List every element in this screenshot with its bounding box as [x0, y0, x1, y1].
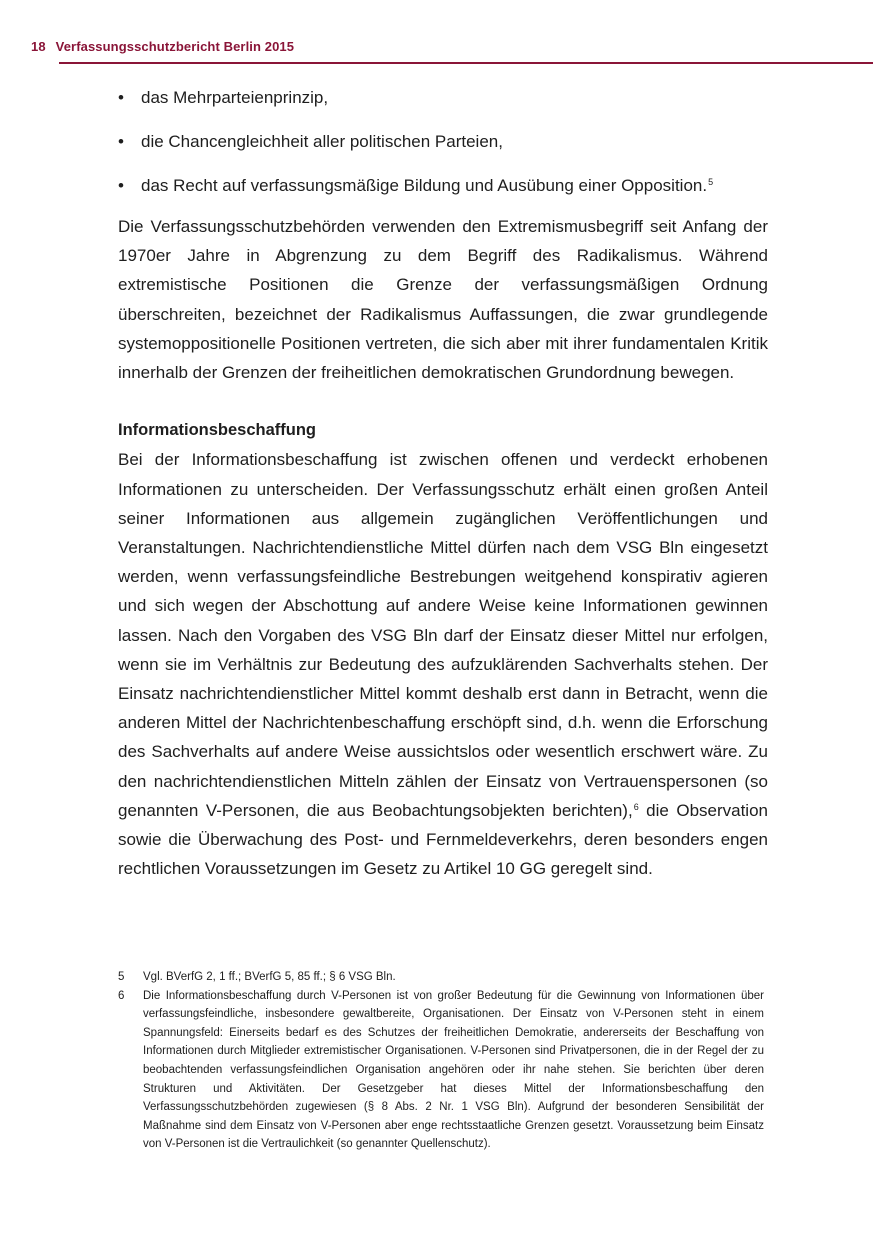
footnote-text: Die Informationsbeschaffung durch V-Personen ist von großer Bedeutung für die Gewinnung von Informationen über verfassungsfeindliche, insbesondere gewaltbereite, Organisationen. Der Einsatz von V-Personen steht in einem Spannungsfeld: Einerseits bedarf es des Schutzes der freiheitlichen Demokratie, andererseits der Beschaffung von Informationen durch Mitglieder extremistischer Organisationen. V-Personen sind Privatpersonen, die in der Regel der zu beobachtenden verfassungsfeindlichen Organisation angehören oder ihr nahe stehen. Sie berichten über deren Strukturen und Aktivitäten. Der Gesetzgeber hat dieses Mittel der Informationsbeschaffung den Verfassungsschutzbehörden zugewiesen (§ 8 Abs. 2 Nr. 1 VSG Bln). Aufgrund der besonderen Sensibilität der Maßnahme sind dem Einsatz von V-Personen aber enge rechtsstaatliche Grenzen gesetzt. Voraussetzung beim Einsatz von V-Personen ist die Vertraulichkeit (so genannter Quellenschutz). [143, 989, 764, 1151]
footnote-ref-5[interactable]: 5 [708, 177, 714, 187]
footnote-ref-6[interactable]: 6 [633, 801, 639, 812]
page-number: 18 [31, 39, 46, 54]
document-title: Verfassungsschutzbericht Berlin 2015 [55, 39, 295, 54]
footnote-number: 6 [118, 989, 125, 1002]
section-heading: Informationsbeschaffung [118, 421, 317, 440]
bullet-text: die Chancengleichheit aller politischen Parteien, [141, 132, 503, 151]
main-content [118, 83, 768, 883]
footnote-6 [118, 987, 764, 1154]
footnotes [118, 968, 764, 1154]
paragraph-extremism: Die Verfassungsschutzbehörden verwenden den Extremismusbegriff seit Anfang der 1970er Jahre in Abgrenzung zu dem Begriff des Radikalismus. Während extremistische Positionen die Grenze der verfassungsmäßigen Ordnung überschreiten, bezeichnet der Radikalismus Auffassungen, die zwar grundlegende systemoppositionelle Positionen vertreten, die sich aber mit ihrer fundamentalen Kritik innerhalb der Grenzen der freiheitlichen demokratischen Grundordnung bewegen. [118, 217, 768, 383]
paragraph-information [118, 445, 768, 883]
footnote-number: 5 [118, 971, 125, 983]
paragraph-text-continued: die Observation sowie die Überwachung des Post- und Fernmeldeverkehrs, deren besonders engen rechtlichen Voraussetzungen im Gesetz zu Artikel 10 GG geregelt sind. [118, 800, 768, 879]
footnote-5 [118, 968, 764, 987]
bullet-text: das Mehrparteienprinzip, [141, 88, 329, 107]
bullet-text: das Recht auf verfassungsmäßige Bildung und Ausübung einer Opposition. [141, 176, 708, 195]
bullet-list [118, 83, 768, 200]
bullet-item-mehrparteienprinzip [118, 83, 768, 112]
footnote-text: Vgl. BVerfG 2, 1 ff.; BVerfG 5, 85 ff.; § 6 VSG Bln. [143, 971, 396, 983]
running-header [31, 39, 294, 54]
bullet-item-chancengleichheit [118, 127, 768, 156]
header-rule [59, 62, 873, 64]
bullet-item-opposition [118, 171, 768, 200]
paragraph-text: Bei der Informationsbeschaffung ist zwischen offenen und verdeckt erhobenen Informationen zu unterscheiden. Der Verfassungsschutz erhält einen großen Anteil seiner Informationen aus allgemein zugänglichen Veröffentlichungen und Veranstaltungen. Nachrichtendienstliche Mittel dürfen nach dem VSG Bln eingesetzt werden, wenn verfassungsfeindliche Bestrebungen weitgehend konspirativ agieren und sich wegen der Abschottung auf andere Weise keine Informationen gewinnen lassen. Nach den Vorgaben des VSG Bln darf der Einsatz dieser Mittel nur erfolgen, wenn sie im Verhältnis zur Bedeutung des aufzuklärenden Sachverhalts stehen. Der Einsatz nachrichtendienstlicher Mittel kommt deshalb erst dann in Betracht, wenn die anderen Mittel der Nachrichtenbeschaffung erschöpft sind, d.h. wenn die Erforschung des Sachverhalts auf andere Weise aussichtslos oder wesentlich erschwert wäre. Zu den nachrichtendienstlichen Mitteln zählen der Einsatz von Vertrauenspersonen (so genannten V-Personen, die aus Beobachtungsobjekten berichten), [118, 450, 768, 820]
